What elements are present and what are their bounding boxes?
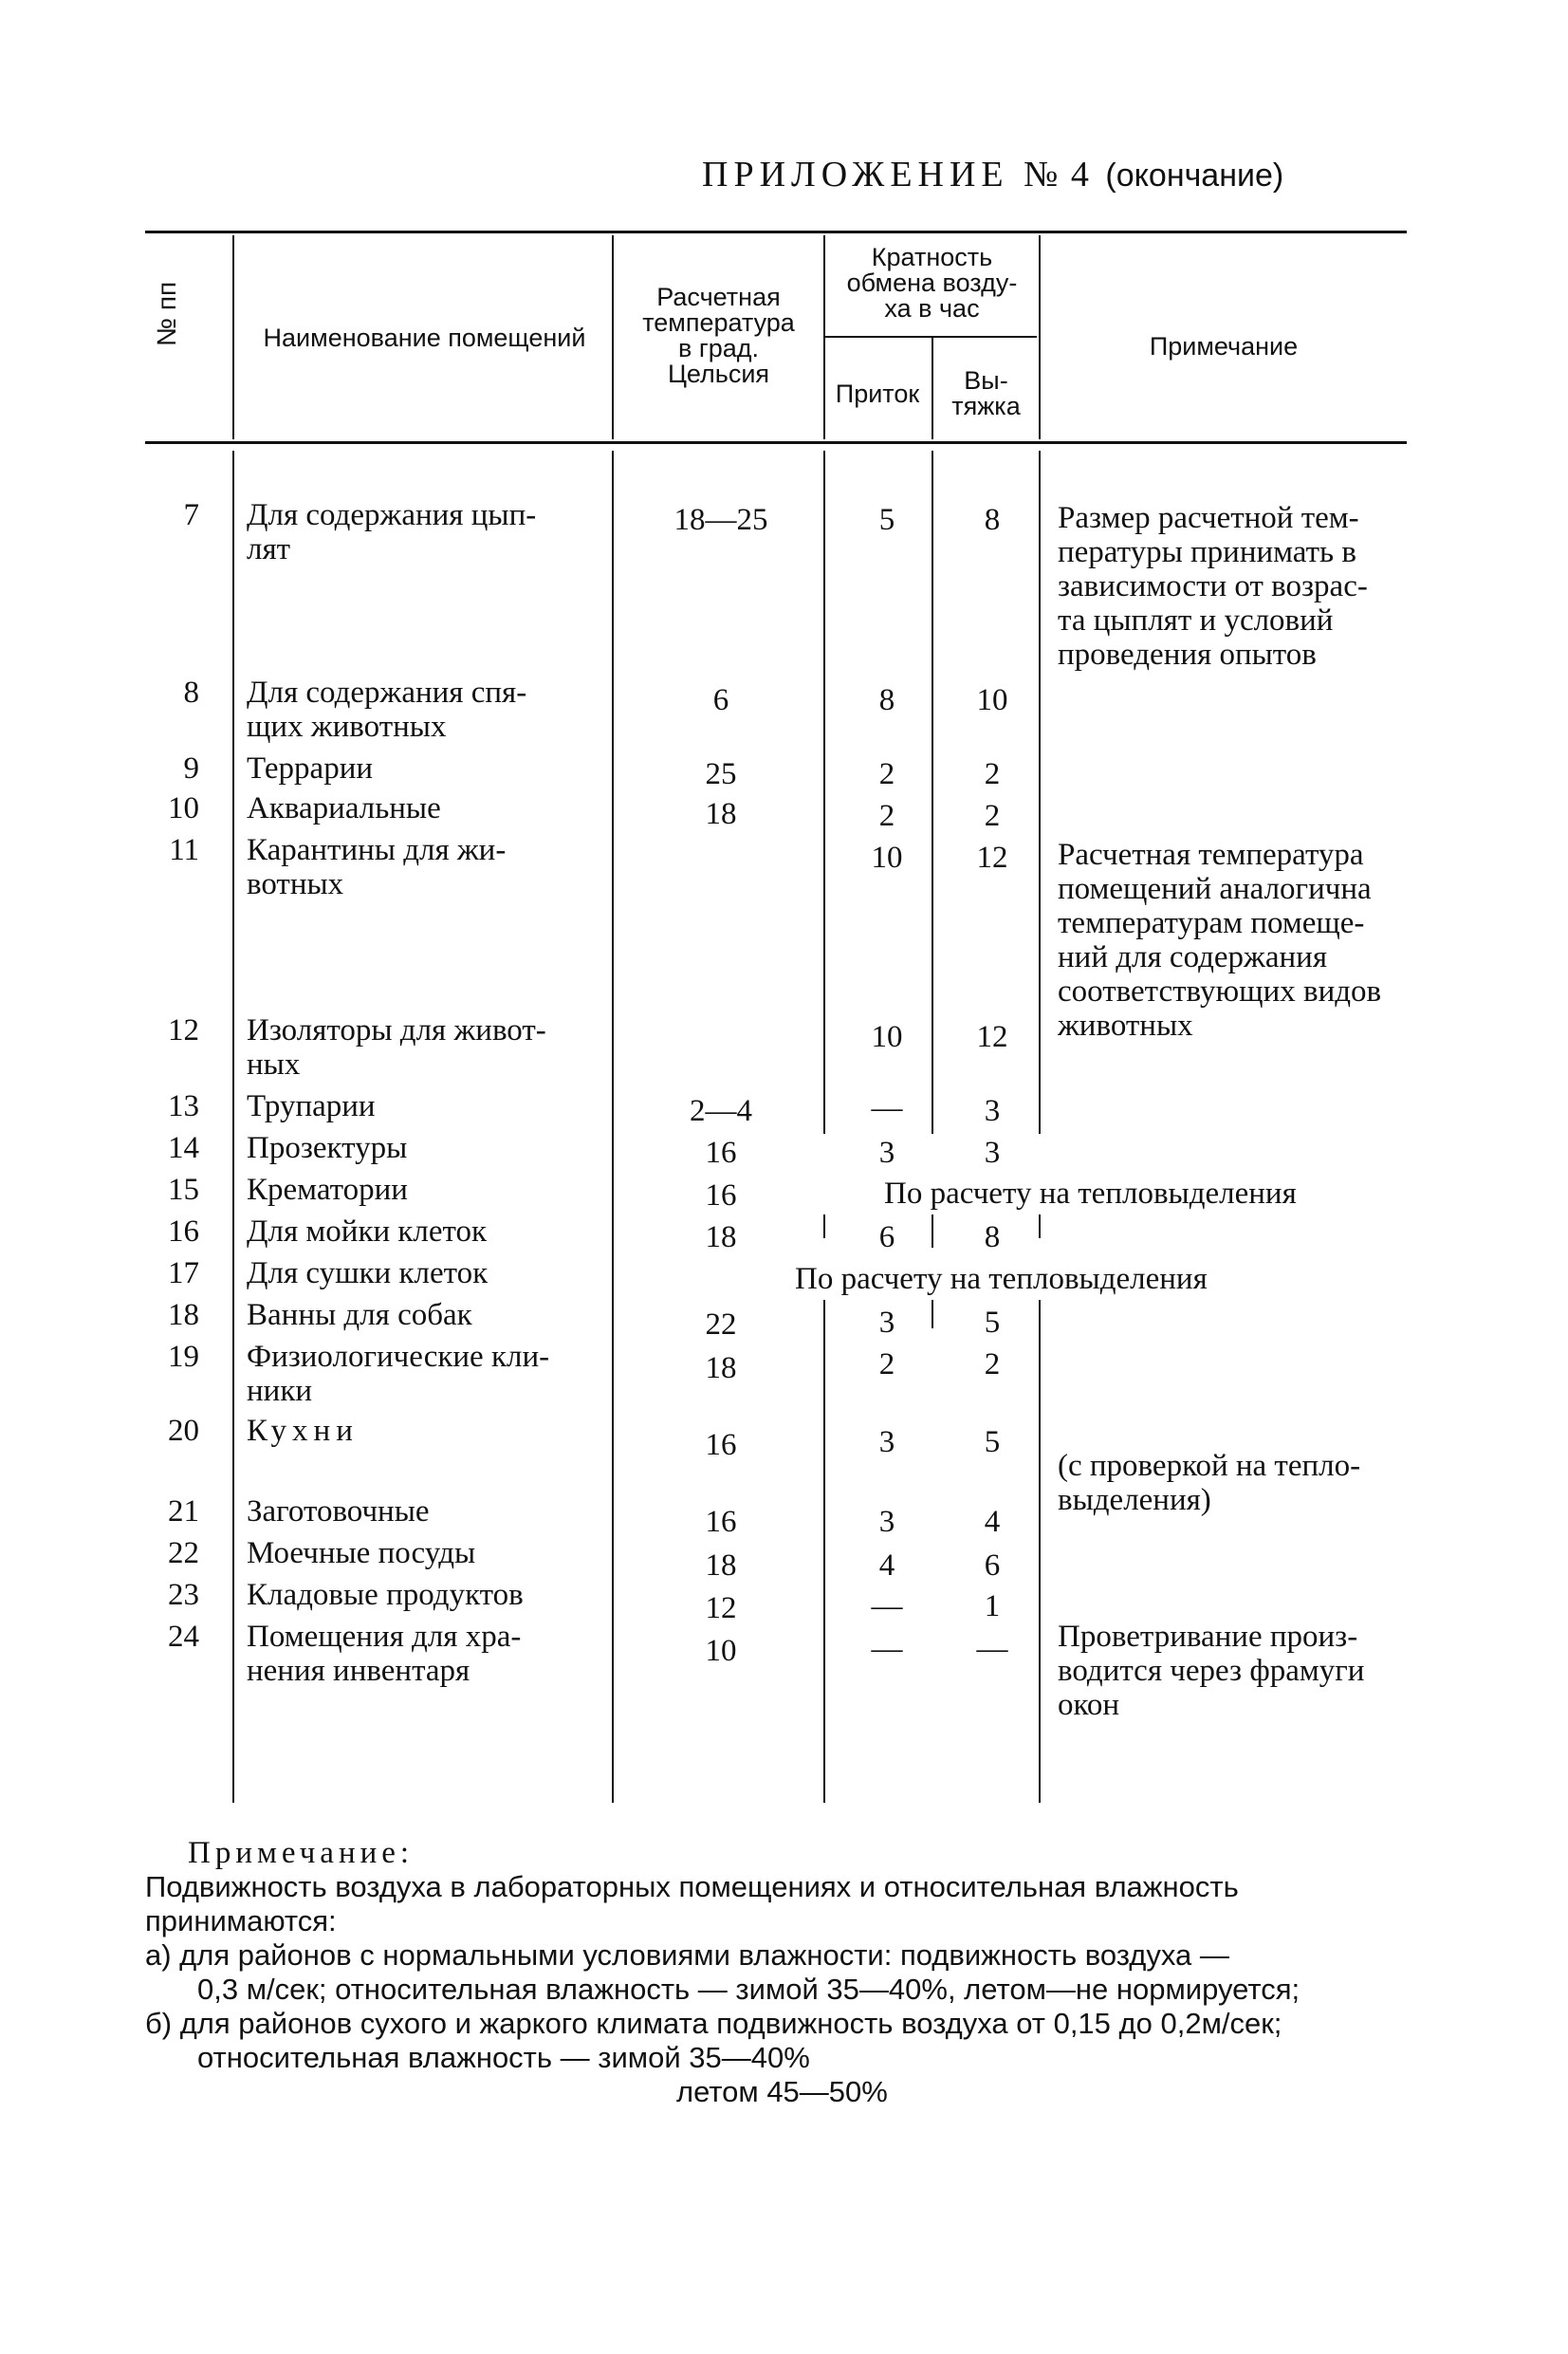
table-top-rule [145,231,1407,233]
remark-row-24 [1058,1620,1437,1722]
remark-line: (с проверкой на тепло- [1058,1449,1361,1483]
row-name [247,791,598,825]
remark-rows-20-21 [1058,1449,1437,1517]
row-number: 24 [168,1620,199,1654]
row-supply: 10 [871,1020,903,1054]
row-temperature: 10 [705,1634,737,1668]
col-divider-1-header [232,235,234,439]
row-supply: — [871,1091,903,1125]
row-name [247,1131,598,1165]
row-name [247,498,598,566]
remark-line: окон [1058,1688,1120,1722]
header-exhaust-line: тяжка [951,392,1021,420]
remark-line: температурам помеще- [1058,906,1365,940]
row-number: 19 [168,1340,199,1374]
row-name [247,1298,598,1332]
row-supply: — [871,1632,903,1666]
row-name [247,1089,598,1123]
remark-line: Проветривание произ- [1058,1620,1358,1654]
footnote-line: Подвижность воздуха в лабораторных помещениях и относительная влажность [145,1870,1239,1903]
row-number: 9 [183,751,199,786]
row-exhaust: 5 [984,1306,1001,1340]
header-exhaust-line: Вы- [964,366,1008,395]
row-exhaust: 2 [984,1347,1001,1381]
remark-row-7 [1058,501,1437,672]
row-temperature: 6 [712,683,729,717]
row-name [247,751,598,786]
row-temperature: 18—25 [673,503,768,537]
row-supply: 4 [878,1548,895,1583]
title-subtitle: (окончание) [1105,158,1284,194]
row-name-line: Прозектуры [247,1131,408,1165]
row-number: 23 [168,1578,199,1612]
row-17-span-note: По расчету на тепловыделения [795,1262,1208,1296]
row-exhaust: 2 [984,799,1001,833]
remark-line: соответствующих видов [1058,974,1382,1009]
row-temperature: 18 [705,797,737,831]
row-supply: 2 [878,799,895,833]
row-number: 14 [168,1131,199,1165]
title-main: ПРИЛОЖЕНИЕ [702,155,1009,195]
row-name-line: вотных [247,867,344,901]
footnote-line: а) для районов с нормальными условиями влажности: подвижность воздуха — [145,1938,1229,1972]
row-name-line: Заготовочные [247,1494,430,1529]
row-exhaust: 6 [984,1548,1001,1583]
col-divider-2-body [612,451,614,1803]
row-exhaust: 3 [984,1094,1001,1128]
col-divider-1-body [232,451,234,1803]
remark-line: выделения) [1058,1483,1211,1517]
row-name-line: Физиологические кли- [247,1340,550,1374]
header-exhaust [933,368,1039,419]
header-exchange-line: Кратность [871,243,993,271]
row-supply: 3 [878,1425,895,1459]
remark-line: пературы принимать в [1058,535,1356,569]
footnote-line: принимаются: [145,1904,337,1937]
footnote-heading: Примечание: [188,1836,415,1870]
footnote-line: б) для районов сухого и жаркого климата подвижность воздуха от 0,15 до 0,2м/сек; [145,2007,1282,2040]
row-number: 20 [168,1414,199,1448]
row-name-line: Ванны для собак [247,1298,472,1332]
footnote-line: 0,3 м/сек; относительная влажность — зимой 35—40%, летом—не нормируется; [197,1973,1301,2006]
row-exhaust: 3 [984,1136,1001,1170]
header-supply: Приток [835,380,920,408]
row-name [247,1256,598,1290]
row-name-line: Аквариальные [247,791,441,825]
header-temperature [617,285,821,387]
row-temperature: 2—4 [690,1094,752,1128]
row-name [247,1013,598,1082]
row-number: 12 [168,1013,199,1047]
row-number: 13 [168,1089,199,1123]
row-name [247,1340,598,1408]
row-name-line: ных [247,1047,301,1082]
row-supply: 8 [878,683,895,717]
row-name-line: Трупарии [247,1089,376,1123]
header-number: № пп [152,281,181,346]
row-name [247,1578,598,1612]
row-name-line: нения инвентаря [247,1654,470,1688]
row-supply: — [871,1589,903,1623]
row-number: 8 [183,676,199,710]
row-name [247,1620,598,1688]
row-name [247,1214,598,1249]
row-number: 15 [168,1173,199,1207]
header-bottom-rule [145,441,1407,444]
row-exhaust: 4 [984,1505,1001,1539]
row-temperature: 16 [705,1136,737,1170]
remark-line: ний для содержания [1058,940,1327,974]
remark-line: зависимости от возрас- [1058,569,1368,603]
row-name [247,1536,598,1570]
row-supply: 3 [878,1505,895,1539]
remark-line: животных [1058,1009,1193,1043]
row-temperature: 22 [705,1307,737,1342]
row-name [247,833,598,901]
row-name-line: щих животных [247,710,447,744]
row-exhaust: 1 [984,1589,1001,1623]
row-number: 18 [168,1298,199,1332]
row-number: 22 [168,1536,199,1570]
row-supply: 10 [871,841,903,875]
row-number: 10 [168,791,199,825]
col-divider-5-header [1039,235,1041,439]
row-temperature: 18 [705,1351,737,1385]
row-number: 7 [183,498,199,532]
header-exchange-line: ха в час [884,294,980,323]
row-temperature: 16 [705,1505,737,1539]
row-name-line: Для сушки клеток [247,1256,489,1290]
row-temperature: 18 [705,1548,737,1583]
row-name-line: ники [247,1374,313,1408]
header-exchange-line: обмена возду- [846,269,1018,297]
row-number: 17 [168,1256,199,1290]
row-exhaust: 8 [984,503,1001,537]
row-name-line: Для мойки клеток [247,1214,488,1249]
row-supply: 3 [878,1306,895,1340]
row-number: 11 [169,833,199,867]
row-number: 21 [168,1494,199,1529]
row-exhaust: 8 [984,1220,1001,1254]
col-divider-2-header [612,235,614,439]
page-title [702,154,1283,195]
row-exhaust: — [976,1632,1008,1666]
remark-line: Размер расчетной тем- [1058,501,1359,535]
row-temperature: 18 [705,1220,737,1254]
row-name-line: лят [247,532,291,566]
row-name-line: Крематории [247,1173,408,1207]
row-name [247,1414,598,1448]
row-supply: 2 [878,1347,895,1381]
header-name: Наименование помещений [263,324,586,352]
header-temp-line: Цельсия [667,360,770,388]
header-temp-line: Расчетная [656,283,781,311]
row-name-line: Террарии [247,751,374,786]
footnote [145,1836,1300,2109]
row-supply: 3 [878,1136,895,1170]
row-name-line: Кухни [247,1414,359,1448]
row-supply: 6 [878,1220,895,1254]
row-name-line: Для содержания спя- [247,676,527,710]
row-name [247,1173,598,1207]
remark-line: проведения опытов [1058,638,1317,672]
row-supply: 2 [878,757,895,791]
remark-line: водится через фрамуги [1058,1654,1365,1688]
row-exhaust: 2 [984,757,1001,791]
row-exhaust: 10 [976,683,1008,717]
row-name-line: Кладовые продуктов [247,1578,524,1612]
remark-line: та цыплят и условий [1058,603,1334,638]
row-temperature: 16 [705,1178,737,1213]
row-15-span-note: По расчету на тепловыделения [884,1177,1297,1211]
row-supply: 5 [878,503,895,537]
remark-line: Расчетная температура [1058,838,1364,872]
title-number: № 4 [1024,155,1091,195]
header-temp-line: в град. [678,334,759,362]
remark-rows-11-12 [1058,838,1437,1043]
row-exhaust: 12 [976,841,1008,875]
exchange-split-rule [823,336,1037,338]
header-exchange [825,245,1039,322]
col-divider-3-body-a [823,451,825,1134]
row-temperature: 25 [705,757,737,791]
row-name-line: Изоляторы для живот- [247,1013,546,1047]
footnote-line: относительная влажность — зимой 35—40% [197,2041,810,2074]
row-exhaust: 12 [976,1020,1008,1054]
remark-line: помещений аналогична [1058,872,1372,906]
row-temperature: 12 [705,1591,737,1625]
header-note: Примечание [1149,332,1299,361]
row-exhaust: 5 [984,1425,1001,1459]
row-name-line: Моечные посуды [247,1536,476,1570]
header-temp-line: температура [642,308,795,337]
row-name-line: Помещения для хра- [247,1620,522,1654]
row-number: 16 [168,1214,199,1249]
row-name-line: Карантины для жи- [247,833,507,867]
row-name [247,676,598,744]
row-name-line: Для содержания цып- [247,498,537,532]
footnote-line: летом 45—50% [676,2075,888,2108]
row-name [247,1494,598,1529]
row-temperature: 16 [705,1428,737,1462]
